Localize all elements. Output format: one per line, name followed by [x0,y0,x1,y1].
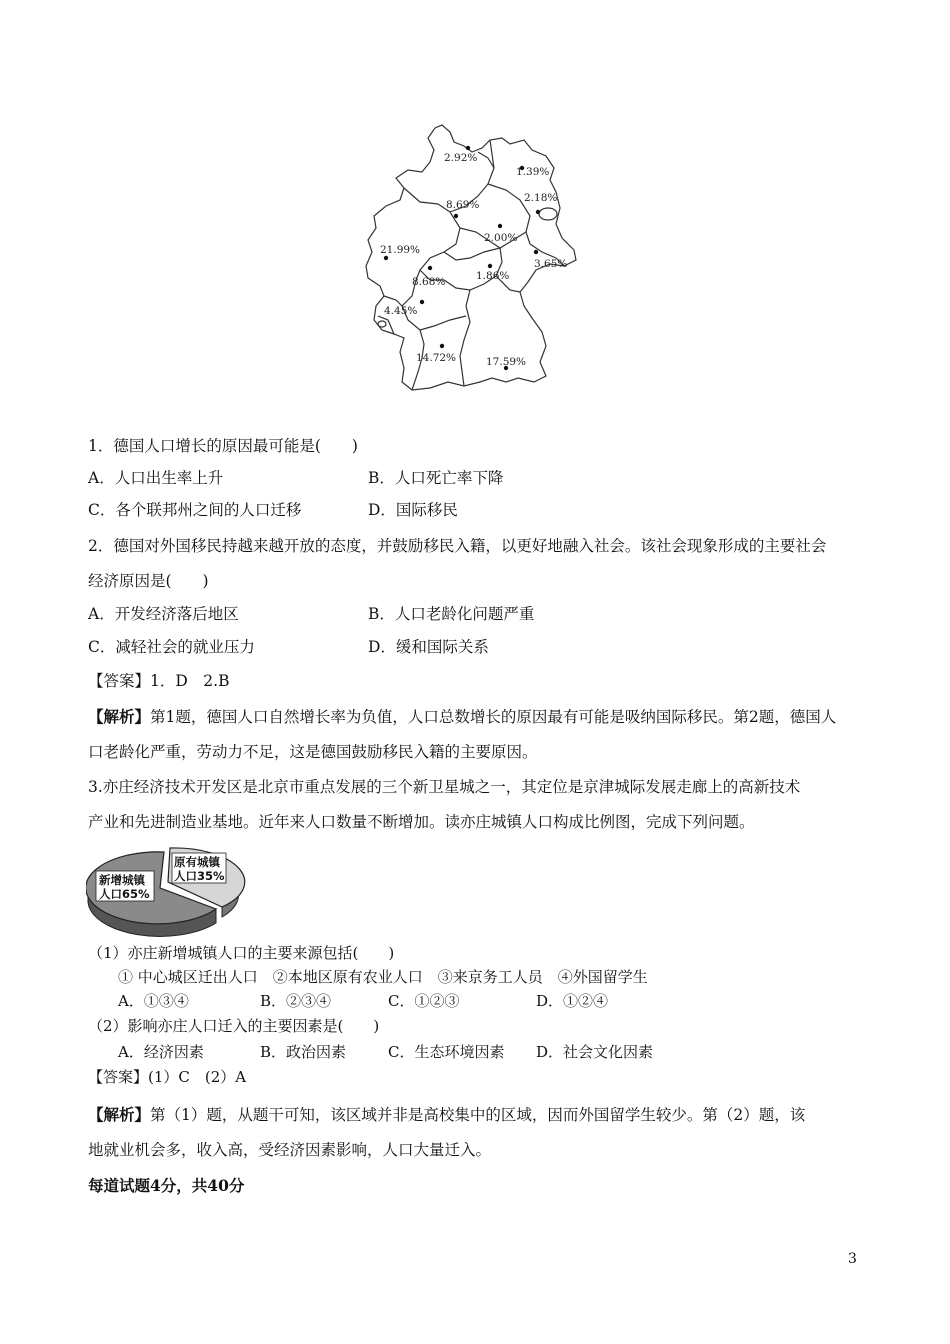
map-label: 2.18% [524,192,558,204]
map-label: 8.69% [446,199,480,211]
answer-1: 【答案】1．D 2.B [88,672,230,690]
q2-option-d: D．缓和国际关系 [368,638,489,656]
sub1-stem: （1）亦庄新增城镇人口的主要来源包括( ) [88,944,395,962]
sub1-option-b: B．②③④ [260,992,332,1010]
sub2-option-c: C．生态环境因素 [388,1043,505,1061]
map-label: 2.00% [484,232,518,244]
analysis-2-line2: 地就业机会多，收入高，受经济因素影响，人口大量迁入。 [88,1141,492,1159]
q2-stem-line1: 2．德国对外国移民持越来越开放的态度，并鼓励移民入籍，以更好地融入社会。该社会现象形成的主要社会 [88,537,827,555]
q1-option-b: B．人口死亡率下降 [368,469,504,487]
q1-stem: 1．德国人口增长的原因最可能是( ) [88,437,358,455]
sub1-items: ① 中心城区迁出人口 ②本地区原有农业人口 ③来京务工人员 ④外国留学生 [118,968,648,986]
berlin-outline [539,208,557,220]
map-label: 2.92% [444,152,478,164]
state-border [444,248,500,260]
sub2-option-b: B．政治因素 [260,1043,347,1061]
pie-label-orig-1: 原有城镇 [174,855,220,869]
analysis-2-text: 第（1）题，从题干可知，该区域并非是高校集中的区域，因而外国留学生较少。第（2）题，该 [150,1106,806,1124]
state-border [420,316,466,330]
q2-option-b: B．人口老龄化问题严重 [368,605,535,623]
map-label: 17.59% [486,356,527,368]
map-label: 8.68% [412,276,446,288]
page-number: 3 [848,1251,857,1267]
analysis-1-line1 [88,706,836,728]
q1-option-d: D．国际移民 [368,501,458,519]
sub1-option-d: D．①②④ [536,992,609,1010]
q2-option-c: C．减轻社会的就业压力 [88,638,255,656]
map-label: 14.72% [416,352,457,364]
analysis-1-text: 第1题，德国人口自然增长率为负值，人口总数增长的原因最有可能是吸纳国际移民。第2题，德国人 [150,708,837,726]
sub1-option-c: C．①②③ [388,992,460,1010]
q3-line2: 产业和先进制造业基地。近年来人口数量不断增加。读亦庄城镇人口构成比例图，完成下列问题。 [88,813,755,831]
sub2-stem: （2）影响亦庄人口迁入的主要因素是( ) [88,1017,380,1035]
state-border [402,280,424,390]
q2-stem-line2: 经济原因是( ) [88,572,209,590]
sub2-option-a: A．经济因素 [118,1043,204,1061]
analysis-label: 【解析】 [88,707,151,726]
analysis-label: 【解析】 [88,1105,151,1124]
map-label: 1.39% [516,166,550,178]
map-label: 3.65% [534,258,568,270]
score-note: 每道试题4分，共40分 [88,1176,245,1195]
germany-population-map [360,120,600,400]
analysis-1-line2: 口老龄化严重，劳动力不足，这是德国鼓励移民入籍的主要原因。 [88,743,538,761]
map-label: 21.99% [380,244,421,256]
saarland-dot [378,321,386,327]
q2-option-a: A．开发经济落后地区 [88,605,239,623]
state-border [460,290,470,386]
answer-2: 【答案】(1）C (2）A [88,1068,247,1086]
pie-label-new-1: 新增城镇 [99,873,145,887]
q1-option-c: C．各个联邦州之间的人口迁移 [88,501,302,519]
sub1-option-a: A．①③④ [118,992,189,1010]
map-label: 1.86% [476,270,510,282]
population-pie-chart [86,843,246,938]
pie-label-new-2: 人口65% [99,887,150,901]
pie-label-orig-2: 人口35% [174,869,225,883]
sub2-option-d: D．社会文化因素 [536,1043,654,1061]
map-label: 4.45% [384,305,418,317]
q1-option-a: A．人口出生率上升 [88,469,224,487]
analysis-2-line1 [88,1104,805,1126]
q3-line1: 3.亦庄经济技术开发区是北京市重点发展的三个新卫星城之一，其定位是京津城际发展走廊上的高新技术 [88,778,801,796]
